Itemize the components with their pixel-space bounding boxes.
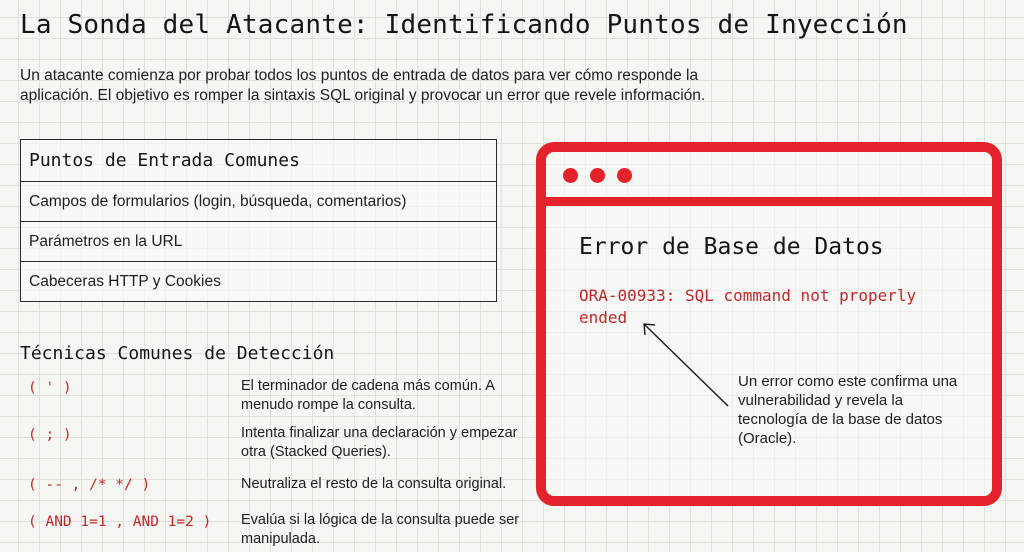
technique-description: Intenta finalizar una declaración y empezar otra (Stacked Queries). <box>241 425 518 460</box>
techniques-title: Técnicas Comunes de Detección <box>20 343 335 364</box>
entry-point-item: Campos de formularios (login, búsqueda, comentarios) <box>21 181 496 221</box>
technique-description: Neutraliza el resto de la consulta original. <box>241 476 507 492</box>
intro-paragraph: Un atacante comienza por probar todos los puntos de entrada de datos para ver cómo responde la aplicación. El objetivo es romper la sintaxis SQL original y provocar un error que revele información. <box>20 67 706 104</box>
page-title: La Sonda del Atacante: Identificando Puntos de Inyección <box>20 10 908 40</box>
entry-points-header: Puntos de Entrada Comunes <box>29 150 300 171</box>
error-message: ORA-00933: SQL command not properly ended <box>579 286 917 327</box>
technique-code: ( AND 1=1 , AND 1=2 ) <box>28 514 212 530</box>
technique-description: El terminador de cadena más común. A menudo rompe la consulta. <box>241 378 495 413</box>
entry-point-item: Parámetros en la URL <box>21 221 496 261</box>
technique-code: ( -- , /* */ ) <box>28 477 151 493</box>
technique-code: ( ; ) <box>28 427 72 443</box>
technique-description: Evalúa si la lógica de la consulta puede ser manipulada. <box>241 512 520 547</box>
error-title: Error de Base de Datos <box>579 234 884 260</box>
error-annotation: Un error como este confirma una vulnerabilidad y revela la tecnología de la base de datos (Oracle). <box>738 373 958 447</box>
entry-point-item: Cabeceras HTTP y Cookies <box>21 261 496 301</box>
technique-code: ( ' ) <box>28 380 72 396</box>
